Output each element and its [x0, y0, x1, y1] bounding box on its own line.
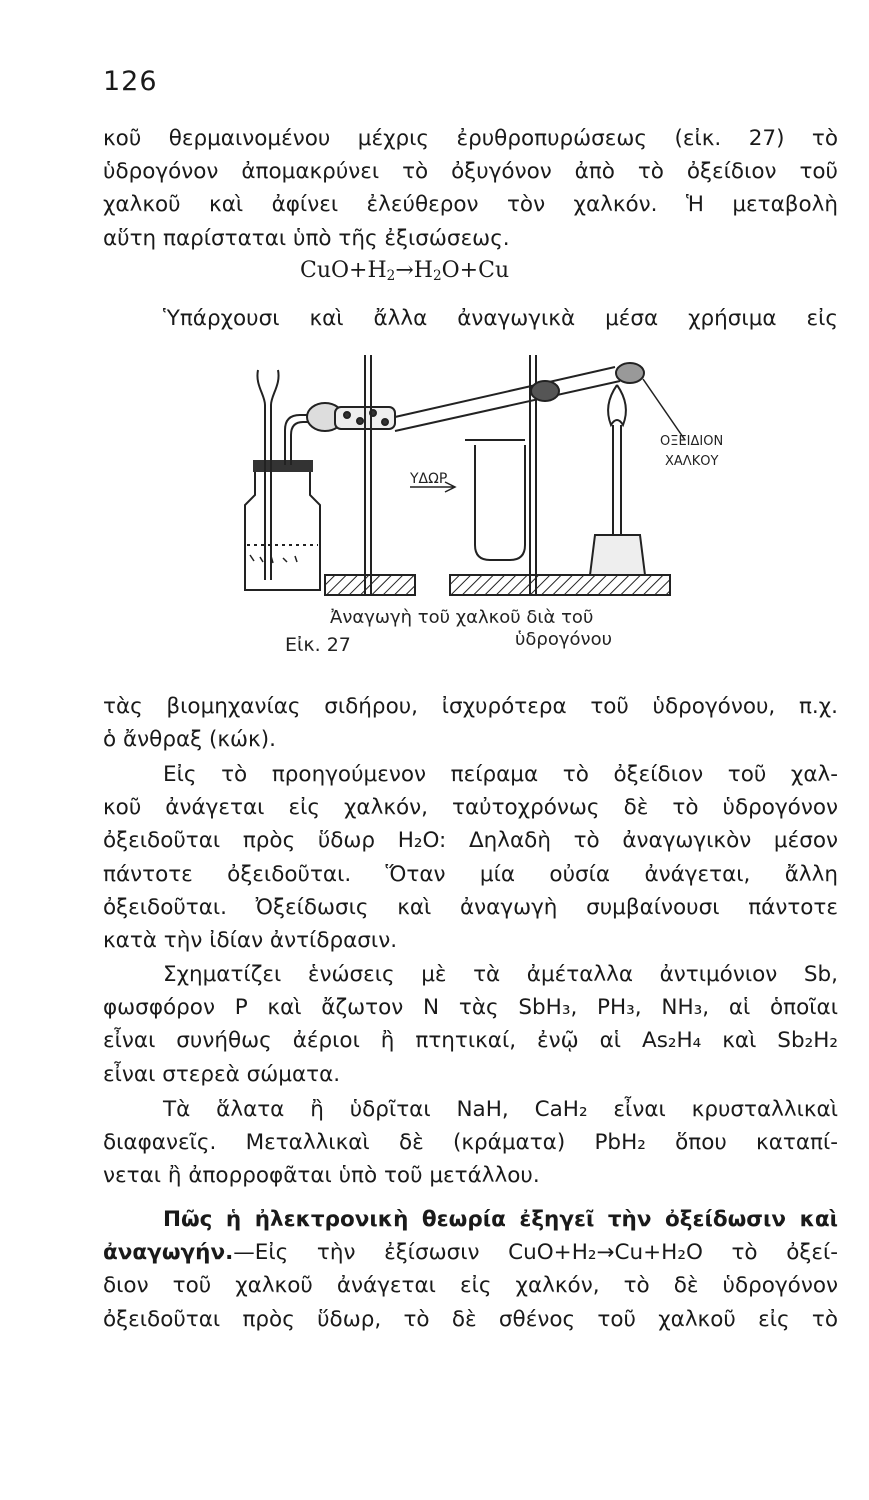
- figure-number: Εἰκ. 27: [285, 634, 351, 656]
- drying-tube: [307, 403, 395, 431]
- text-line: νεται ἢ ἀπορροφᾶται ὑπὸ τοῦ μετάλλου.: [103, 1163, 540, 1189]
- text-line: εἶναι συνήθως ἀέριοι ἢ πτητικαί, ἐνῷ αἱ As₂H₄ καὶ Sb₂H₂: [103, 1028, 838, 1054]
- text-line: διαφανεῖς. Μεταλλικαὶ δὲ (κράματα) PbH₂ ὅπου καταπί-: [103, 1130, 838, 1156]
- paragraph-6: [103, 1203, 838, 1336]
- text-line: εἶναι στερεὰ σώματα.: [103, 1061, 341, 1087]
- paragraph-4: [103, 958, 838, 1091]
- bunsen-burner: [590, 385, 645, 575]
- label-oxide-2: ΧΑΛΚΟΥ: [665, 454, 719, 469]
- paragraph-5: [103, 1093, 838, 1193]
- caption-line-1: Ἀναγωγὴ τοῦ χαλκοῦ διὰ τοῦ: [330, 607, 594, 628]
- figure-apparatus: [225, 345, 730, 675]
- text-line: ὀξειδοῦται πρὸς ὕδωρ, τὸ δὲ σθένος τοῦ χαλκοῦ εἰς τὸ: [103, 1306, 838, 1332]
- paragraph-1: [103, 122, 838, 255]
- text-line: ἀναγωγήν.—Εἰς τὴν ἐξίσωσιν CuO+H₂→Cu+H₂O τὸ ὀξεί-: [103, 1240, 838, 1266]
- combustion-tube: [395, 363, 644, 431]
- chemical-equation: $CuO+H_2\to H_2O+Cu$: [300, 258, 510, 284]
- text-line: κοῦ θερμαινομένου μέχρις ἐρυθροπυρώσεως (εἰκ. 27) τὸ: [103, 126, 838, 151]
- page-number: 126: [103, 66, 158, 97]
- text-line: κοῦ ἀνάγεται εἰς χαλκόν, ταὐτοχρόνως δὲ τὸ ὑδρογόνον: [103, 795, 838, 821]
- text-line: ὑδρογόνον ἀπομακρύνει τὸ ὀξυγόνον ἀπὸ τὸ ὀξείδιον τοῦ: [103, 159, 838, 185]
- text-line: Τὰ ἅλατα ἢ ὑδρῖται NaH, CaH₂ εἶναι κρυσταλλικαὶ: [163, 1097, 838, 1122]
- text-line: πάντοτε ὀξειδοῦται. Ὅταν μία οὐσία ἀνάγεται, ἄλλη: [103, 861, 838, 887]
- text-line: Σχηματίζει ἑνώσεις μὲ τὰ ἀμέταλλα ἀντιμόνιον Sb,: [163, 962, 838, 987]
- paragraph-3: [103, 758, 838, 957]
- text-line: Ὑπάρχουσι καὶ ἄλλα ἀναγωγικὰ μέσα χρήσιμα εἰς: [163, 306, 838, 331]
- section-heading: Πῶς ἡ ἠλεκτρονικὴ θεωρία ἐξηγεῖ τὴν ὀξείδωσιν καὶ: [163, 1207, 838, 1232]
- text-line: φωσφόρον P καὶ ἄζωτον N τὰς SbH₃, PH₃, NH₃, αἱ ὁποῖαι: [103, 995, 838, 1021]
- text-line: ὀξειδοῦται πρὸς ὕδωρ H₂O: Δηλαδὴ τὸ ἀναγωγικὸν μέσον: [103, 828, 838, 854]
- text-line: χαλκοῦ καὶ ἀφίνει ἐλεύθερον τὸν χαλκόν. Ἡ μεταβολὴ: [103, 192, 838, 218]
- caption-line-2: ὑδρογόνου: [515, 629, 613, 650]
- text-line: ὀξειδοῦται. Ὀξείδωσις καὶ ἀναγωγὴ συμβαίνουσι πάντοτε: [103, 894, 838, 920]
- label-oxide-1: ΟΞΕΙΔΙΟΝ: [660, 434, 724, 449]
- text-line: διον τοῦ χαλκοῦ ἀνάγεται εἰς χαλκόν, τὸ δὲ ὑδρογόνον: [103, 1273, 838, 1299]
- text-line: ὁ ἄνθραξ (κώκ).: [103, 727, 276, 753]
- paragraph-2-start: [103, 302, 838, 335]
- text-line: αὕτη παρίσταται ὑπὸ τῆς ἐξισώσεως.: [103, 225, 510, 251]
- label-water: ΥΔΩΡ: [410, 471, 448, 487]
- apparatus-illustration: [225, 345, 730, 675]
- water-vessel: [465, 440, 525, 560]
- text-line: κατὰ τὴν ἰδίαν ἀντίδρασιν.: [103, 928, 398, 954]
- paragraph-2-rest: [103, 690, 838, 756]
- text-line: Εἰς τὸ προηγούμενον πείραμα τὸ ὀξείδιον τοῦ χαλ-: [163, 762, 838, 787]
- text-line: τὰς βιομηχανίας σιδήρου, ἰσχυρότερα τοῦ ὑδρογόνου, π.χ.: [103, 694, 838, 719]
